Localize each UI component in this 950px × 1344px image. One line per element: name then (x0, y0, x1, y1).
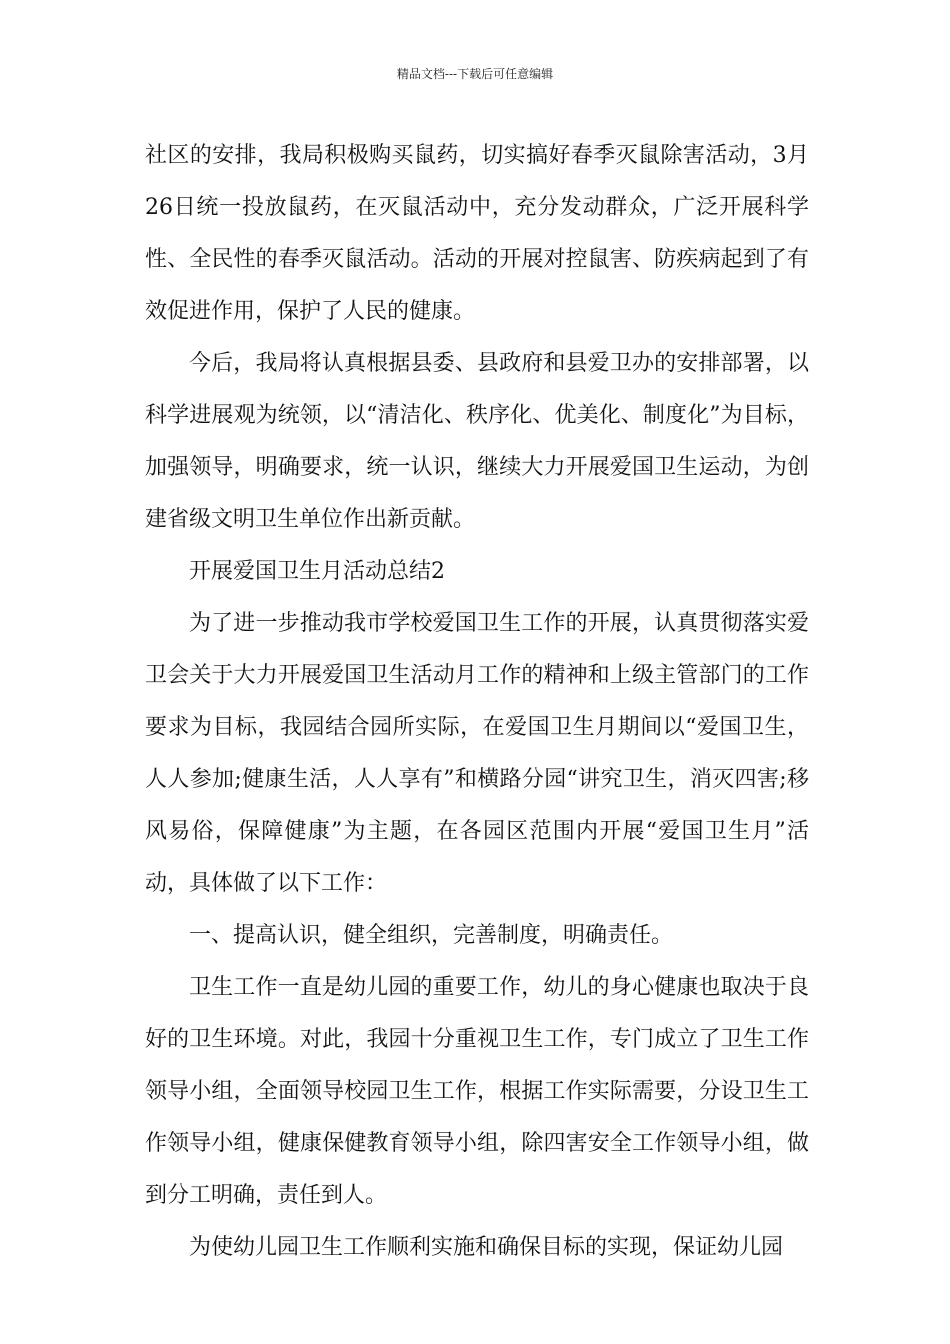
paragraph-introduction: 为了进一步推动我市学校爱国卫生工作的开展，认真贯彻落实爱卫会关于大力开展爱国卫生活动月工作的精神和上级主管部门的工作要求为目标，我园结合园所实际，在爱国卫生月期间以“爱国卫生，人人参加;健康生活，人人享有”和横路分园“讲究卫生，消灭四害;移风易俗，保障健康”为主题，在各园区范围内开展“爱国卫生月”活动，具体做了以下工作： (145, 611, 809, 896)
section-title: 开展爱国卫生月活动总结2 (189, 559, 445, 584)
document-body (145, 130, 809, 1274)
paragraph-implementation: 为使幼儿园卫生工作顺利实施和确保目标的实现，保证幼儿园 (189, 1235, 784, 1260)
page-header: 精品文档---下载后可任意编辑 (396, 67, 554, 81)
paragraph-organization: 卫生工作一直是幼儿园的重要工作，幼儿的身心健康也取决于良好的卫生环境。对此，我园十分重视卫生工作，专门成立了卫生工作领导小组，全面领导校园卫生工作，根据工作实际需要，分设卫生工作领导小组，健康保健教育领导小组，除四害安全工作领导小组，做到分工明确，责任到人。 (145, 975, 809, 1208)
section-heading-one: 一、提高认识，健全组织，完善制度，明确责任。 (189, 923, 674, 948)
paragraph-continuation: 社区的安排，我局积极购买鼠药，切实搞好春季灭鼠除害活动，3月26日统一投放鼠药，在灭鼠活动中，充分发动群众，广泛开展科学性、全民性的春季灭鼠活动。活动的开展对控鼠害、防疾病起到了有效促进作用，保护了人民的健康。 (145, 143, 809, 324)
paragraph-future-plans: 今后，我局将认真根据县委、县政府和县爱卫办的安排部署，以科学进展观为统领，以“清洁化、秩序化、优美化、制度化”为目标，加强领导，明确要求，统一认识，继续大力开展爱国卫生运动，为创建省级文明卫生单位作出新贡献。 (145, 351, 809, 532)
